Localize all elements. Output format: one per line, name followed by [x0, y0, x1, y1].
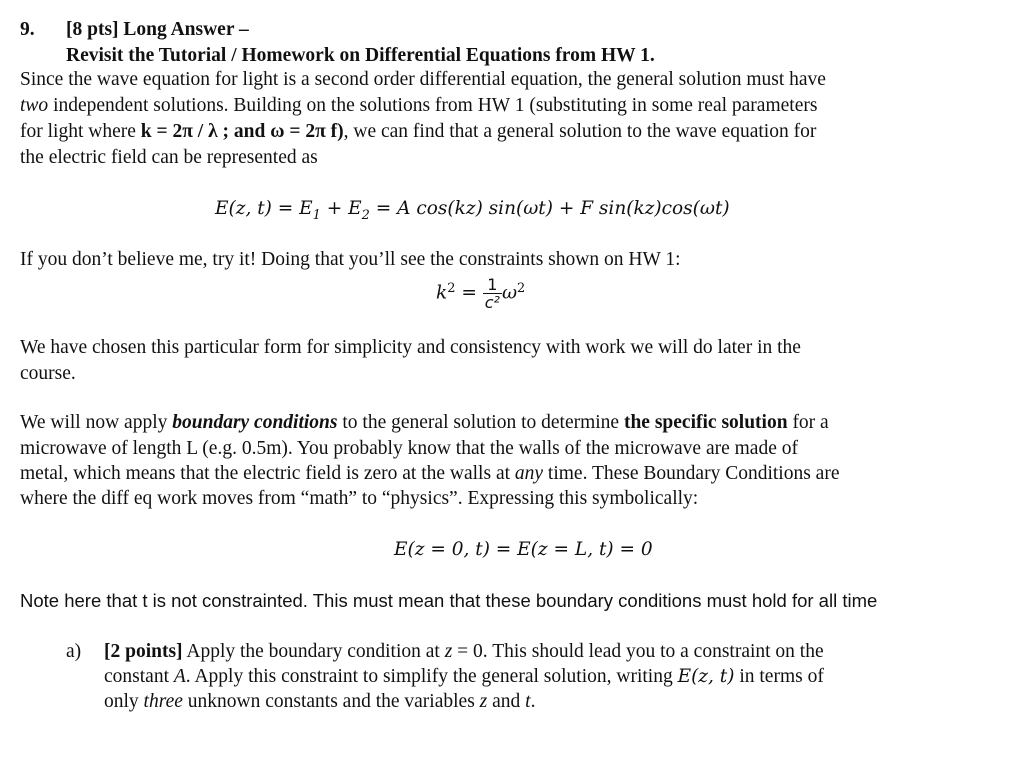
boundary-line-2: microwave of length L (e.g. 0.5m). You probably know that the walls of the microwave are made of [20, 438, 798, 459]
intro-line-2: two independent solutions. Building on the solutions from HW 1 (substituting in some real parameters [20, 95, 818, 116]
part-a-line-1: [2 points] Apply the boundary condition at z = 0. This should lead you to a constraint on the [104, 641, 824, 662]
intro-line-1: Since the wave equation for light is a second order differential equation, the general solution must have [20, 69, 826, 90]
fraction-one-over-c-squared: $\frac{1}{\text{c²}}$ [484, 275, 500, 312]
boundary-line-1: We will now apply boundary conditions to the general solution to determine the specific solution for a [20, 412, 829, 433]
question-points: [8 pts] Long Answer – [66, 19, 249, 40]
constraint-equation: $k^2$ = $\frac{1}{\text{c²}}$ $\omega^2$ [436, 275, 526, 312]
chosen-line-2: course. [20, 363, 76, 384]
intro-line-4: the electric field can be represented as [20, 147, 318, 168]
chosen-line-1: We have chosen this particular form for simplicity and consistency with work we will do later in the [20, 337, 801, 358]
part-a-line-3: only three unknown constants and the variables z and t. [104, 691, 536, 712]
part-a-label: a) [66, 641, 82, 662]
intro-line-3: for light where k = 2π / λ ; and ω = 2π f), we can find that a general solution to the wave equation for [20, 121, 817, 142]
part-a-line-2: constant A. Apply this constraint to simplify the general solution, writing E(z, t) in terms of [104, 666, 824, 687]
note-line: Note here that t is not constrainted. This must mean that these boundary conditions must hold for all time [20, 590, 878, 611]
question-subtitle: Revisit the Tutorial / Homework on Differential Equations from HW 1. [66, 45, 655, 66]
question-number: 9. [20, 19, 35, 40]
boundary-condition-equation: E(z = 0, t) = E(z = L, t) = 0 [394, 539, 653, 560]
question-header [20, 17, 249, 43]
general-solution-equation: E(z, $t) = E_1 + E_2 = A$ cos(kz) sin(ωt) + F sin(kz)cos(ωt) [215, 198, 730, 223]
boundary-line-4: where the diff eq work moves from “math” to “physics”. Expressing this symbolically: [20, 488, 699, 509]
boundary-line-3: metal, which means that the electric field is zero at the walls at any time. These Boundary Conditions are [20, 463, 840, 484]
believe-line: If you don’t believe me, try it! Doing that you’ll see the constraints shown on HW 1: [20, 249, 681, 270]
